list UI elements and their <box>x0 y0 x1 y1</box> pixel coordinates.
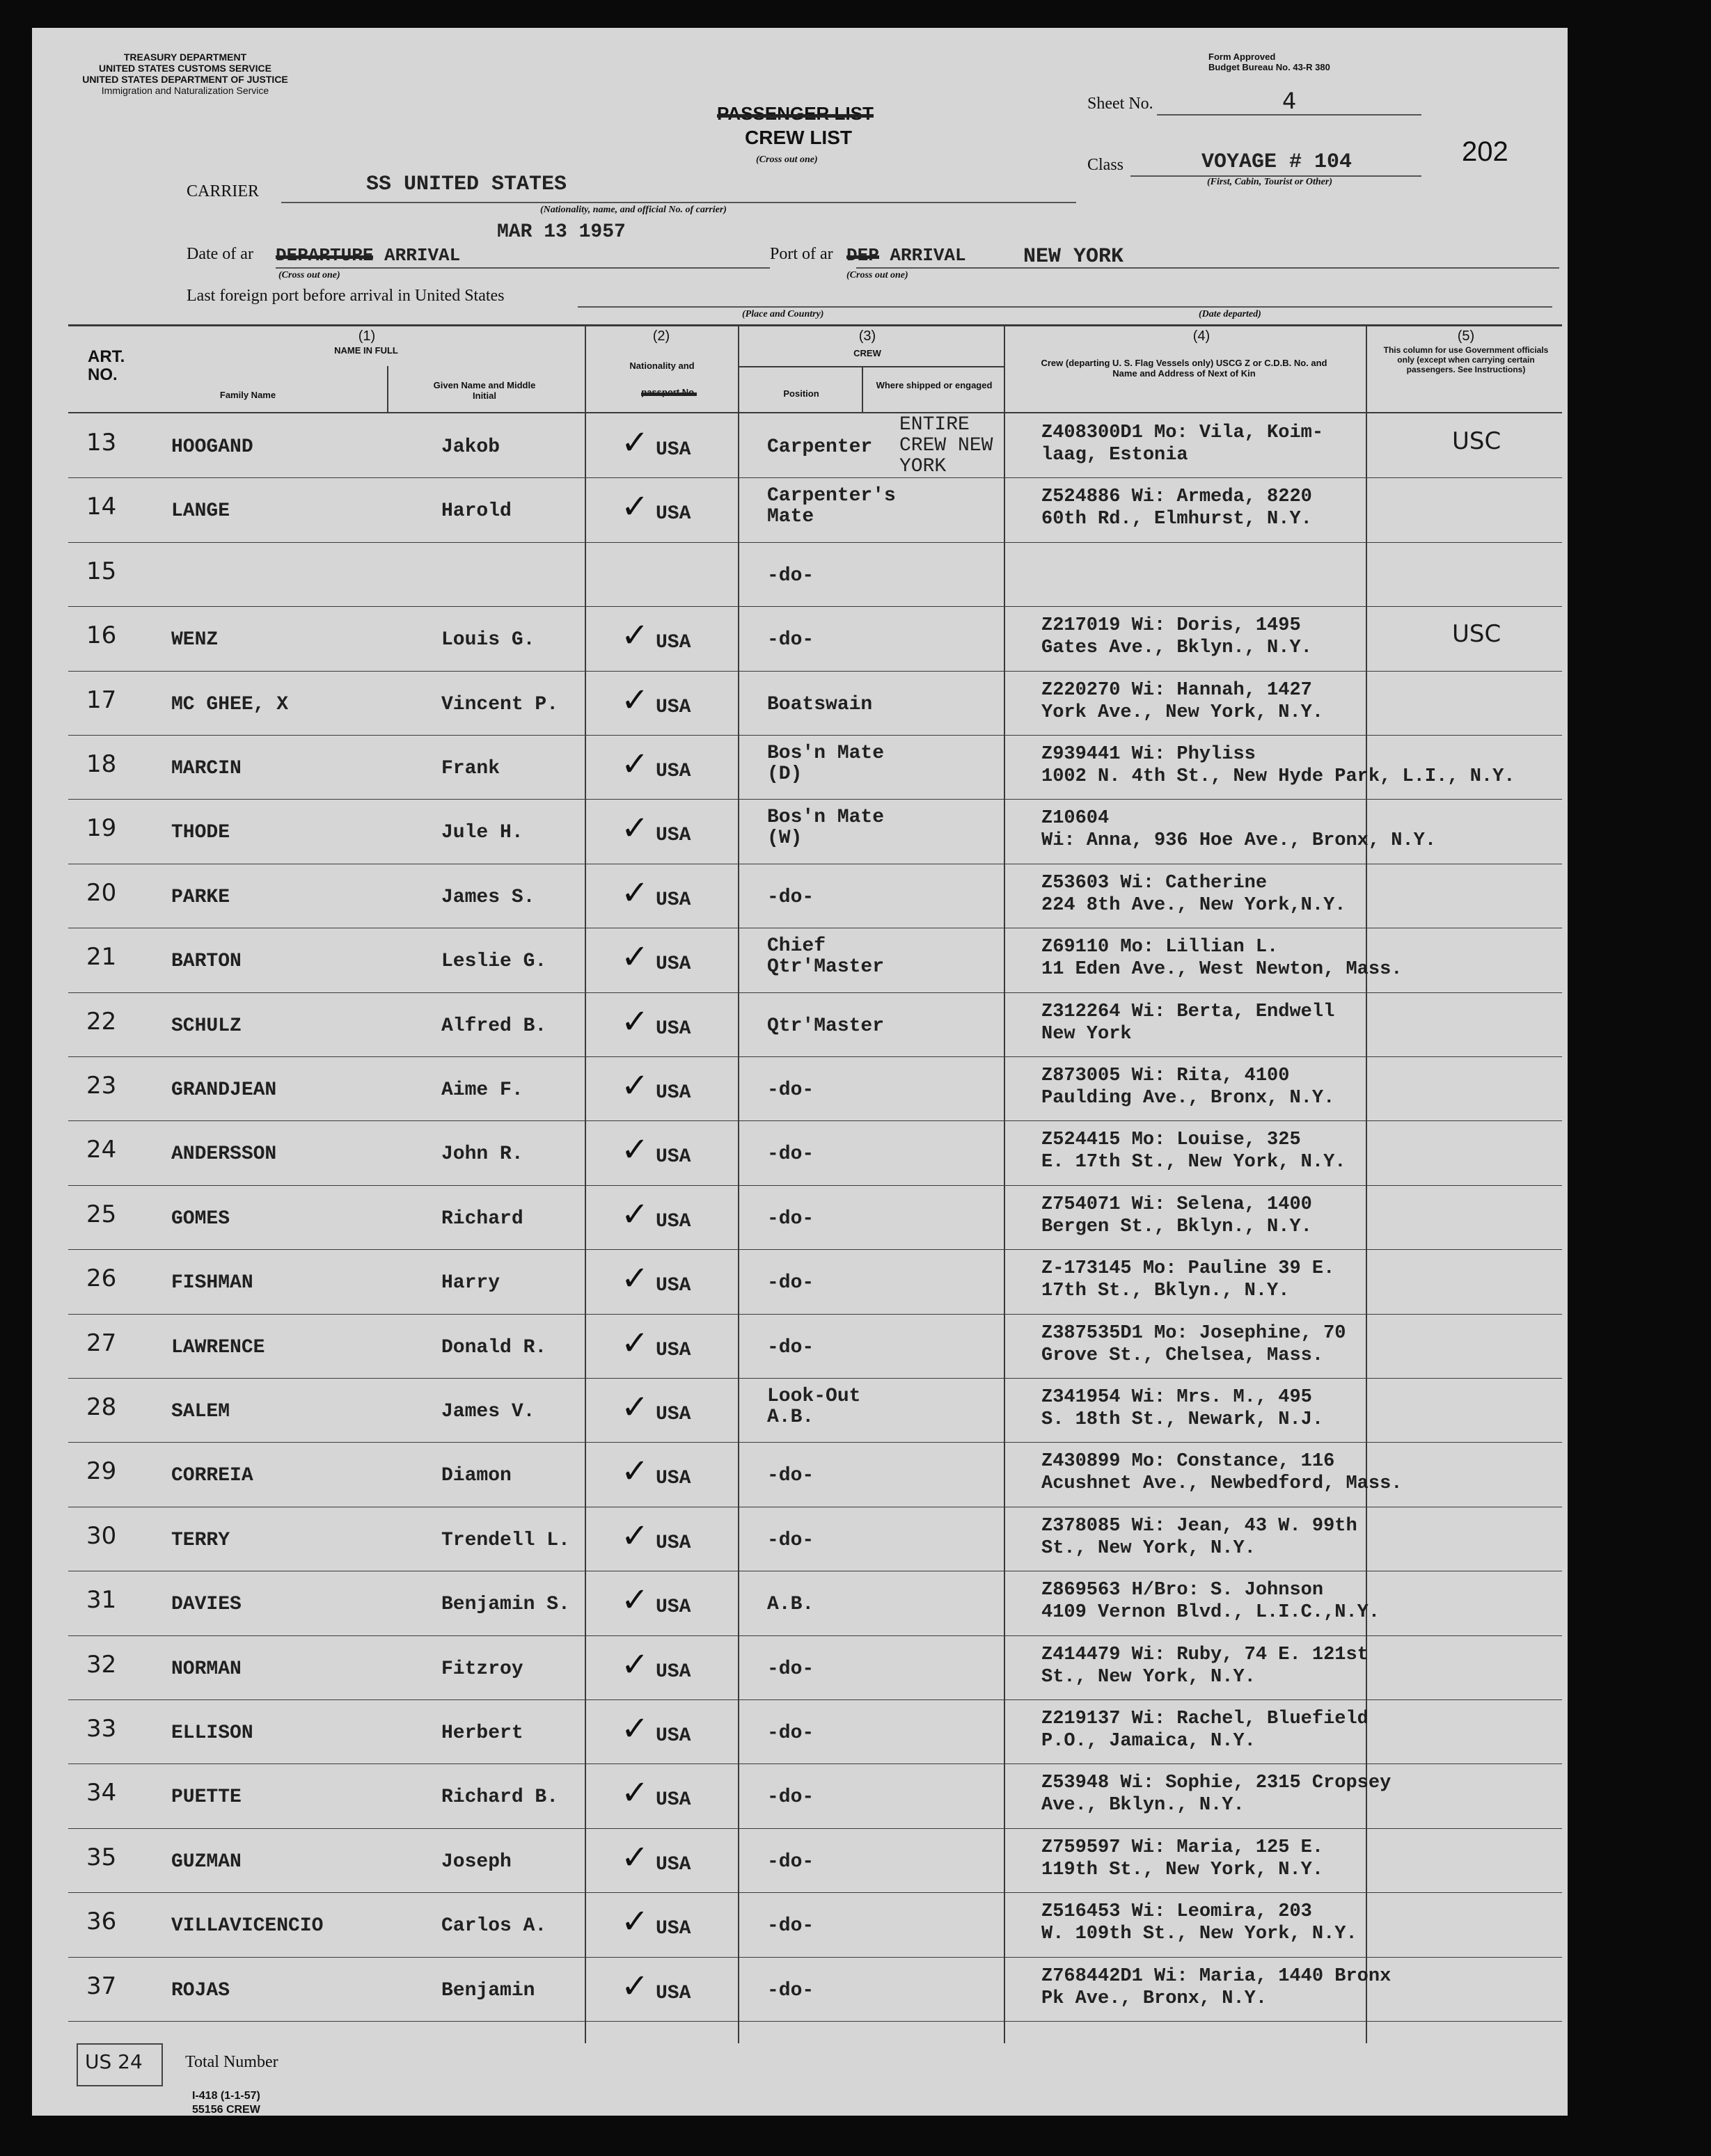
page-title: CREW LIST <box>745 127 852 148</box>
given-name: Richard <box>441 1207 523 1230</box>
position: -do- <box>767 1979 814 2002</box>
art-number: 23 <box>86 1072 117 1100</box>
kin-line-1: Z69110 Mo: Lillian L. <box>1041 937 1279 958</box>
where-shipped-header: Where shipped or engaged <box>876 380 993 390</box>
given-name: Harry <box>441 1272 500 1294</box>
date-hint: (Cross out one) <box>278 270 340 280</box>
kin-line-2: P.O., Jamaica, N.Y. <box>1041 1731 1256 1752</box>
kin-line-2: 11 Eden Ave., West Newton, Mass. <box>1041 959 1403 981</box>
checkmark-icon: ✓ <box>621 1196 649 1233</box>
position: -do- <box>767 1336 814 1358</box>
kin-line-1: Z220270 Wi: Hannah, 1427 <box>1041 679 1312 701</box>
kin-line-1: Z869563 H/Bro: S. Johnson <box>1041 1580 1324 1601</box>
col2-struck <box>610 387 728 397</box>
kin-line-1: Z524886 Wi: Armeda, 8220 <box>1041 486 1312 508</box>
checkmark-icon: ✓ <box>621 1260 649 1298</box>
family-name: PUETTE <box>171 1786 242 1809</box>
date-value: MAR 13 1957 <box>497 221 626 243</box>
art-number: 14 <box>86 493 117 521</box>
family-name: GRANDJEAN <box>171 1079 277 1101</box>
nationality: USA <box>656 825 691 847</box>
family-name: NORMAN <box>171 1658 242 1680</box>
position: -do- <box>767 1079 814 1101</box>
form-approved <box>1208 51 1330 72</box>
nationality: USA <box>656 761 691 782</box>
kin-line-2: 17th St., Bklyn., N.Y. <box>1041 1281 1290 1302</box>
position: Look-Out A.B. <box>767 1386 861 1428</box>
family-name: ROJAS <box>171 1979 230 2002</box>
family-name: HOOGAND <box>171 436 253 458</box>
position-header: Position <box>783 388 819 399</box>
date-departed-hint: (Date departed) <box>1199 309 1261 319</box>
passenger-list-struck: PASSENGER LIST <box>717 103 874 124</box>
nationality: USA <box>656 696 691 718</box>
family-name: CORREIA <box>171 1465 253 1487</box>
kin-line-1: Z759597 Wi: Maria, 125 E. <box>1041 1837 1324 1858</box>
kin-line-1: Z-173145 Mo: Pauline 39 E. <box>1041 1258 1335 1280</box>
kin-line-2: Acushnet Ave., Newbedford, Mass. <box>1041 1473 1403 1495</box>
given-name: Trendell L. <box>441 1529 570 1551</box>
family-name: VILLAVICENCIO <box>171 1915 324 1937</box>
nationality: USA <box>656 1853 691 1876</box>
kin-line-2: Paulding Ave., Bronx, N.Y. <box>1041 1088 1335 1109</box>
nationality: USA <box>656 1725 691 1747</box>
checkmark-icon: ✓ <box>621 1903 649 1941</box>
family-name: BARTON <box>171 951 242 973</box>
position: Bos'n Mate (D) <box>767 743 885 785</box>
form-code <box>192 2089 260 2117</box>
checkmark-icon: ✓ <box>621 874 649 912</box>
kin-line-2: Grove St., Chelsea, Mass. <box>1041 1345 1324 1366</box>
form-code-line: I-418 (1-1-57) <box>192 2090 260 2102</box>
art-number: 31 <box>86 1586 117 1615</box>
col5-title: This column for use Government officials only (except when carrying certain passengers. See Instructions) <box>1383 345 1549 374</box>
kin-line-1: Z341954 Wi: Mrs. M., 495 <box>1041 1387 1312 1408</box>
cross-out-hint: (Cross out one) <box>756 154 818 165</box>
handwritten-box <box>77 2043 163 2086</box>
date-label: Date of ar <box>187 245 253 263</box>
art-number: 18 <box>86 750 117 778</box>
given-name: Aime F. <box>441 1079 523 1101</box>
agency-block <box>60 51 310 96</box>
position: -do- <box>767 1207 814 1230</box>
art-number: 35 <box>86 1843 117 1871</box>
position: -do- <box>767 1272 814 1294</box>
family-name: SALEM <box>171 1401 230 1422</box>
kin-line-1: Z10604 <box>1041 808 1110 830</box>
checkmark-icon: ✓ <box>621 746 649 783</box>
kin-line-1: Z754071 Wi: Selena, 1400 <box>1041 1194 1312 1215</box>
art-number: 19 <box>86 814 117 843</box>
art-number: 26 <box>86 1265 117 1293</box>
given-name: Vincent P. <box>441 693 559 715</box>
kin-line-2: St., New York, N.Y. <box>1041 1666 1256 1688</box>
kin-line-2: 1002 N. 4th St., New Hyde Park, L.I., N.Y. <box>1041 766 1515 787</box>
family-name: TERRY <box>171 1529 230 1551</box>
kin-line-1: Z430899 Mo: Constance, 116 <box>1041 1451 1335 1473</box>
agency-line: UNITED STATES DEPARTMENT OF JUSTICE <box>82 74 288 85</box>
nationality: USA <box>656 1146 691 1168</box>
checkmark-icon: ✓ <box>621 1324 649 1362</box>
sheet-label: Sheet No. <box>1087 95 1153 113</box>
art-number: 28 <box>86 1393 117 1421</box>
kin-line-2: York Ave., New York, N.Y. <box>1041 702 1324 723</box>
agency-line: TREASURY DEPARTMENT <box>123 51 247 63</box>
art-number: 25 <box>86 1200 117 1228</box>
kin-line-2: 224 8th Ave., New York,N.Y. <box>1041 894 1346 916</box>
kin-line-1: Z768442D1 Wi: Maria, 1440 Bronx <box>1041 1965 1391 1987</box>
art-number: 32 <box>86 1650 117 1679</box>
checkmark-icon: ✓ <box>621 1068 649 1104</box>
nationality: USA <box>656 1532 691 1554</box>
position: -do- <box>767 1850 814 1873</box>
nationality: USA <box>656 1789 691 1812</box>
position: Qtr'Master <box>767 1015 885 1037</box>
art-number: 27 <box>86 1329 117 1357</box>
position: Boatswain <box>767 693 873 715</box>
col3-number: (3) <box>858 328 876 344</box>
kin-line-1: Z516453 Wi: Leomira, 203 <box>1041 1901 1312 1923</box>
kin-line-1: Z873005 Wi: Rita, 4100 <box>1041 1065 1290 1086</box>
port-struck: DEP <box>846 245 879 266</box>
art-number: 16 <box>86 621 117 650</box>
nationality: USA <box>656 1982 691 2004</box>
checkmark-icon: ✓ <box>621 939 649 976</box>
family-name: ELLISON <box>171 1722 253 1744</box>
col1-number: (1) <box>358 328 376 344</box>
nationality: USA <box>656 953 691 976</box>
nationality: USA <box>656 1918 691 1940</box>
art-number: 15 <box>86 557 117 585</box>
given-name: Joseph <box>441 1850 512 1873</box>
place-hint: (Place and Country) <box>742 309 824 319</box>
kin-line-2: S. 18th St., Newark, N.J. <box>1041 1409 1324 1430</box>
form-approved-line: Budget Bureau No. 43-R 380 <box>1208 62 1330 72</box>
given-name: Herbert <box>441 1722 523 1744</box>
given-name: James S. <box>441 886 535 908</box>
port-type <box>846 245 966 266</box>
position: Carpenter <box>767 436 873 458</box>
kin-line-1: Z524415 Mo: Louise, 325 <box>1041 1129 1301 1151</box>
given-name: Jule H. <box>441 822 523 844</box>
kin-line-2: Pk Ave., Bronx, N.Y. <box>1041 1988 1268 2009</box>
kin-line-1: Z414479 Wi: Ruby, 74 E. 121st <box>1041 1644 1369 1665</box>
kin-line-2: St., New York, N.Y. <box>1041 1537 1256 1559</box>
kin-line-2: Bergen St., Bklyn., N.Y. <box>1041 1216 1312 1237</box>
nationality: USA <box>656 632 691 654</box>
page-number: 202 <box>1462 136 1508 167</box>
given-name: Harold <box>441 500 512 523</box>
art-number: 34 <box>86 1779 117 1807</box>
family-name: GOMES <box>171 1207 230 1230</box>
nationality: USA <box>656 1468 691 1490</box>
nationality: USA <box>656 1404 691 1425</box>
given-name: Jakob <box>441 436 500 458</box>
kin-line-1: Z53603 Wi: Catherine <box>1041 872 1268 894</box>
given-name: John R. <box>441 1143 523 1166</box>
position: -do- <box>767 564 814 587</box>
kin-line-2: Ave., Bklyn., N.Y. <box>1041 1795 1245 1816</box>
position: -do- <box>767 1786 814 1809</box>
nationality: USA <box>656 503 691 525</box>
family-name: MC GHEE, X <box>171 693 289 715</box>
carrier-value: SS UNITED STATES <box>366 173 567 196</box>
kin-line-1: Z378085 Wi: Jean, 43 W. 99th <box>1041 1515 1357 1537</box>
checkmark-icon: ✓ <box>621 1967 649 2005</box>
given-name: Louis G. <box>441 629 535 651</box>
kin-line-1: Z939441 Wi: Phyliss <box>1041 744 1256 765</box>
art-number: 13 <box>86 429 117 457</box>
nationality: USA <box>656 1596 691 1619</box>
art-number: 36 <box>86 1908 117 1936</box>
given-name: Frank <box>441 758 500 779</box>
col2-number: (2) <box>652 328 670 344</box>
kin-line-2: Wi: Anna, 936 Hoe Ave., Bronx, N.Y. <box>1041 830 1437 852</box>
nationality: USA <box>656 439 691 461</box>
checkmark-icon: ✓ <box>621 1453 649 1491</box>
kin-line-1: Z219137 Wi: Rachel, Bluefield <box>1041 1709 1369 1729</box>
position: -do- <box>767 886 814 908</box>
family-name: LANGE <box>171 500 230 523</box>
carrier-label: CARRIER <box>187 182 260 200</box>
position: Bos'n Mate (W) <box>767 807 885 850</box>
checkmark-icon: ✓ <box>621 617 649 655</box>
position: -do- <box>767 1915 814 1937</box>
col3-title: CREW <box>853 348 881 358</box>
checkmark-icon: ✓ <box>621 425 649 461</box>
given-name: Richard B. <box>441 1786 559 1809</box>
art-number: 17 <box>86 685 117 714</box>
port-label: Port of ar <box>770 245 833 263</box>
checkmark-icon: ✓ <box>621 489 649 526</box>
kin-line-2: New York <box>1041 1023 1132 1045</box>
where-shipped-value: ENTIRE CREW NEW YORK <box>899 414 993 477</box>
form-approved-line: Form Approved <box>1208 51 1276 62</box>
title-struck <box>717 103 874 125</box>
nationality: USA <box>656 1339 691 1361</box>
agency-line: Immigration and Naturalization Service <box>101 85 269 96</box>
official-mark: USC <box>1452 620 1501 649</box>
family-name: SCHULZ <box>171 1015 242 1037</box>
port-value: NEW YORK <box>1023 245 1124 269</box>
form-code-line: 55156 CREW <box>192 2104 260 2116</box>
nationality: USA <box>656 1017 691 1040</box>
kin-line-1: Z53948 Wi: Sophie, 2315 Cropsey <box>1041 1773 1391 1794</box>
family-name-header: Family Name <box>219 390 276 400</box>
kin-line-2: E. 17th St., New York, N.Y. <box>1041 1152 1346 1173</box>
date-type <box>276 245 460 266</box>
given-name: Benjamin S. <box>441 1594 570 1616</box>
class-hint: (First, Cabin, Tourist or Other) <box>1207 177 1332 187</box>
family-name: LAWRENCE <box>171 1336 265 1358</box>
port-arrival-word: ARRIVAL <box>890 245 966 266</box>
family-name: MARCIN <box>171 758 242 779</box>
crew-list-document <box>32 28 1568 2116</box>
checkmark-icon: ✓ <box>621 810 649 848</box>
agency-line: UNITED STATES CUSTOMS SERVICE <box>99 63 271 74</box>
kin-line-2: laag, Estonia <box>1041 445 1188 466</box>
departure-struck: DEPARTURE <box>276 245 374 266</box>
checkmark-icon: ✓ <box>621 1775 649 1812</box>
given-name: Alfred B. <box>441 1015 547 1037</box>
art-number: 22 <box>86 1007 117 1036</box>
family-name: WENZ <box>171 629 219 651</box>
checkmark-icon: ✓ <box>621 1582 649 1619</box>
given-name: Benjamin <box>441 1979 535 2002</box>
checkmark-icon: ✓ <box>621 1517 649 1555</box>
sheet-value: 4 <box>1282 88 1297 114</box>
nationality: USA <box>656 889 691 911</box>
given-name: Diamon <box>441 1465 512 1487</box>
class-label: Class <box>1087 156 1124 174</box>
arrival-word: ARRIVAL <box>384 245 461 266</box>
nationality: USA <box>656 1275 691 1297</box>
checkmark-icon: ✓ <box>621 1003 649 1040</box>
given-name: Fitzroy <box>441 1658 523 1680</box>
carrier-hint: (Nationality, name, and official No. of carrier) <box>540 205 727 215</box>
given-name: James V. <box>441 1401 535 1422</box>
kin-line-2: 119th St., New York, N.Y. <box>1041 1859 1324 1880</box>
handwritten-count: US 24 <box>85 2050 143 2073</box>
position: -do- <box>767 1529 814 1551</box>
position: -do- <box>767 629 814 651</box>
given-name-header: Given Name and Middle Initial <box>433 380 536 401</box>
kin-line-2: Gates Ave., Bklyn., N.Y. <box>1041 637 1312 659</box>
kin-line-2: 60th Rd., Elmhurst, N.Y. <box>1041 509 1312 530</box>
art-number: 37 <box>86 1972 117 2000</box>
family-name: THODE <box>171 822 230 844</box>
art-number: 20 <box>86 878 117 907</box>
art-number: 29 <box>86 1457 117 1486</box>
checkmark-icon: ✓ <box>621 1711 649 1747</box>
family-name: FISHMAN <box>171 1272 253 1294</box>
art-number: 30 <box>86 1521 117 1550</box>
art-number: 24 <box>86 1136 117 1164</box>
position: -do- <box>767 1465 814 1487</box>
position: -do- <box>767 1143 814 1166</box>
family-name: ANDERSSON <box>171 1143 277 1166</box>
checkmark-icon: ✓ <box>621 1132 649 1169</box>
art-no-header: ART. NO. <box>88 347 125 384</box>
kin-line-1: Z387535D1 Mo: Josephine, 70 <box>1041 1322 1346 1344</box>
kin-line-1: Z217019 Wi: Doris, 1495 <box>1041 615 1301 637</box>
checkmark-icon: ✓ <box>621 1389 649 1426</box>
position: Carpenter's Mate <box>767 485 896 528</box>
col2-title: Nationality and <box>629 360 695 371</box>
col4-title: Crew (departing U. S. Flag Vessels only) USCG Z or C.D.B. No. and Name and Address of Next of Kin <box>1041 358 1327 379</box>
position: Chief Qtr'Master <box>767 935 885 978</box>
art-number: 21 <box>86 943 117 972</box>
given-name: Leslie G. <box>441 951 547 973</box>
port-hint: (Cross out one) <box>846 270 908 280</box>
given-name: Carlos A. <box>441 1915 547 1937</box>
kin-line-2: 4109 Vernon Blvd., L.I.C.,N.Y. <box>1041 1602 1380 1624</box>
art-number: 33 <box>86 1715 117 1743</box>
family-name: GUZMAN <box>171 1850 242 1873</box>
checkmark-icon: ✓ <box>621 681 649 719</box>
total-number-label: Total Number <box>185 2053 278 2071</box>
checkmark-icon: ✓ <box>621 1839 649 1876</box>
nationality: USA <box>656 1082 691 1104</box>
checkmark-icon: ✓ <box>621 1646 649 1683</box>
class-value: VOYAGE # 104 <box>1201 150 1353 174</box>
given-name: Donald R. <box>441 1336 547 1358</box>
position: A.B. <box>767 1594 814 1616</box>
col4-number: (4) <box>1192 328 1211 344</box>
col1-title: NAME IN FULL <box>334 345 398 356</box>
last-port-label: Last foreign port before arrival in United States <box>187 287 505 305</box>
nationality: USA <box>656 1210 691 1232</box>
col5-number: (5) <box>1457 328 1475 344</box>
official-mark: USC <box>1452 427 1501 455</box>
family-name: DAVIES <box>171 1594 242 1616</box>
kin-line-1: Z312264 Wi: Berta, Endwell <box>1041 1001 1335 1022</box>
passport-struck: passport No. <box>641 387 697 397</box>
nationality: USA <box>656 1660 691 1683</box>
kin-line-1: Z408300D1 Mo: Vila, Koim- <box>1041 422 1324 443</box>
position: -do- <box>767 1658 814 1680</box>
position: -do- <box>767 1722 814 1744</box>
kin-line-2: W. 109th St., New York, N.Y. <box>1041 1924 1357 1945</box>
family-name: PARKE <box>171 886 230 908</box>
